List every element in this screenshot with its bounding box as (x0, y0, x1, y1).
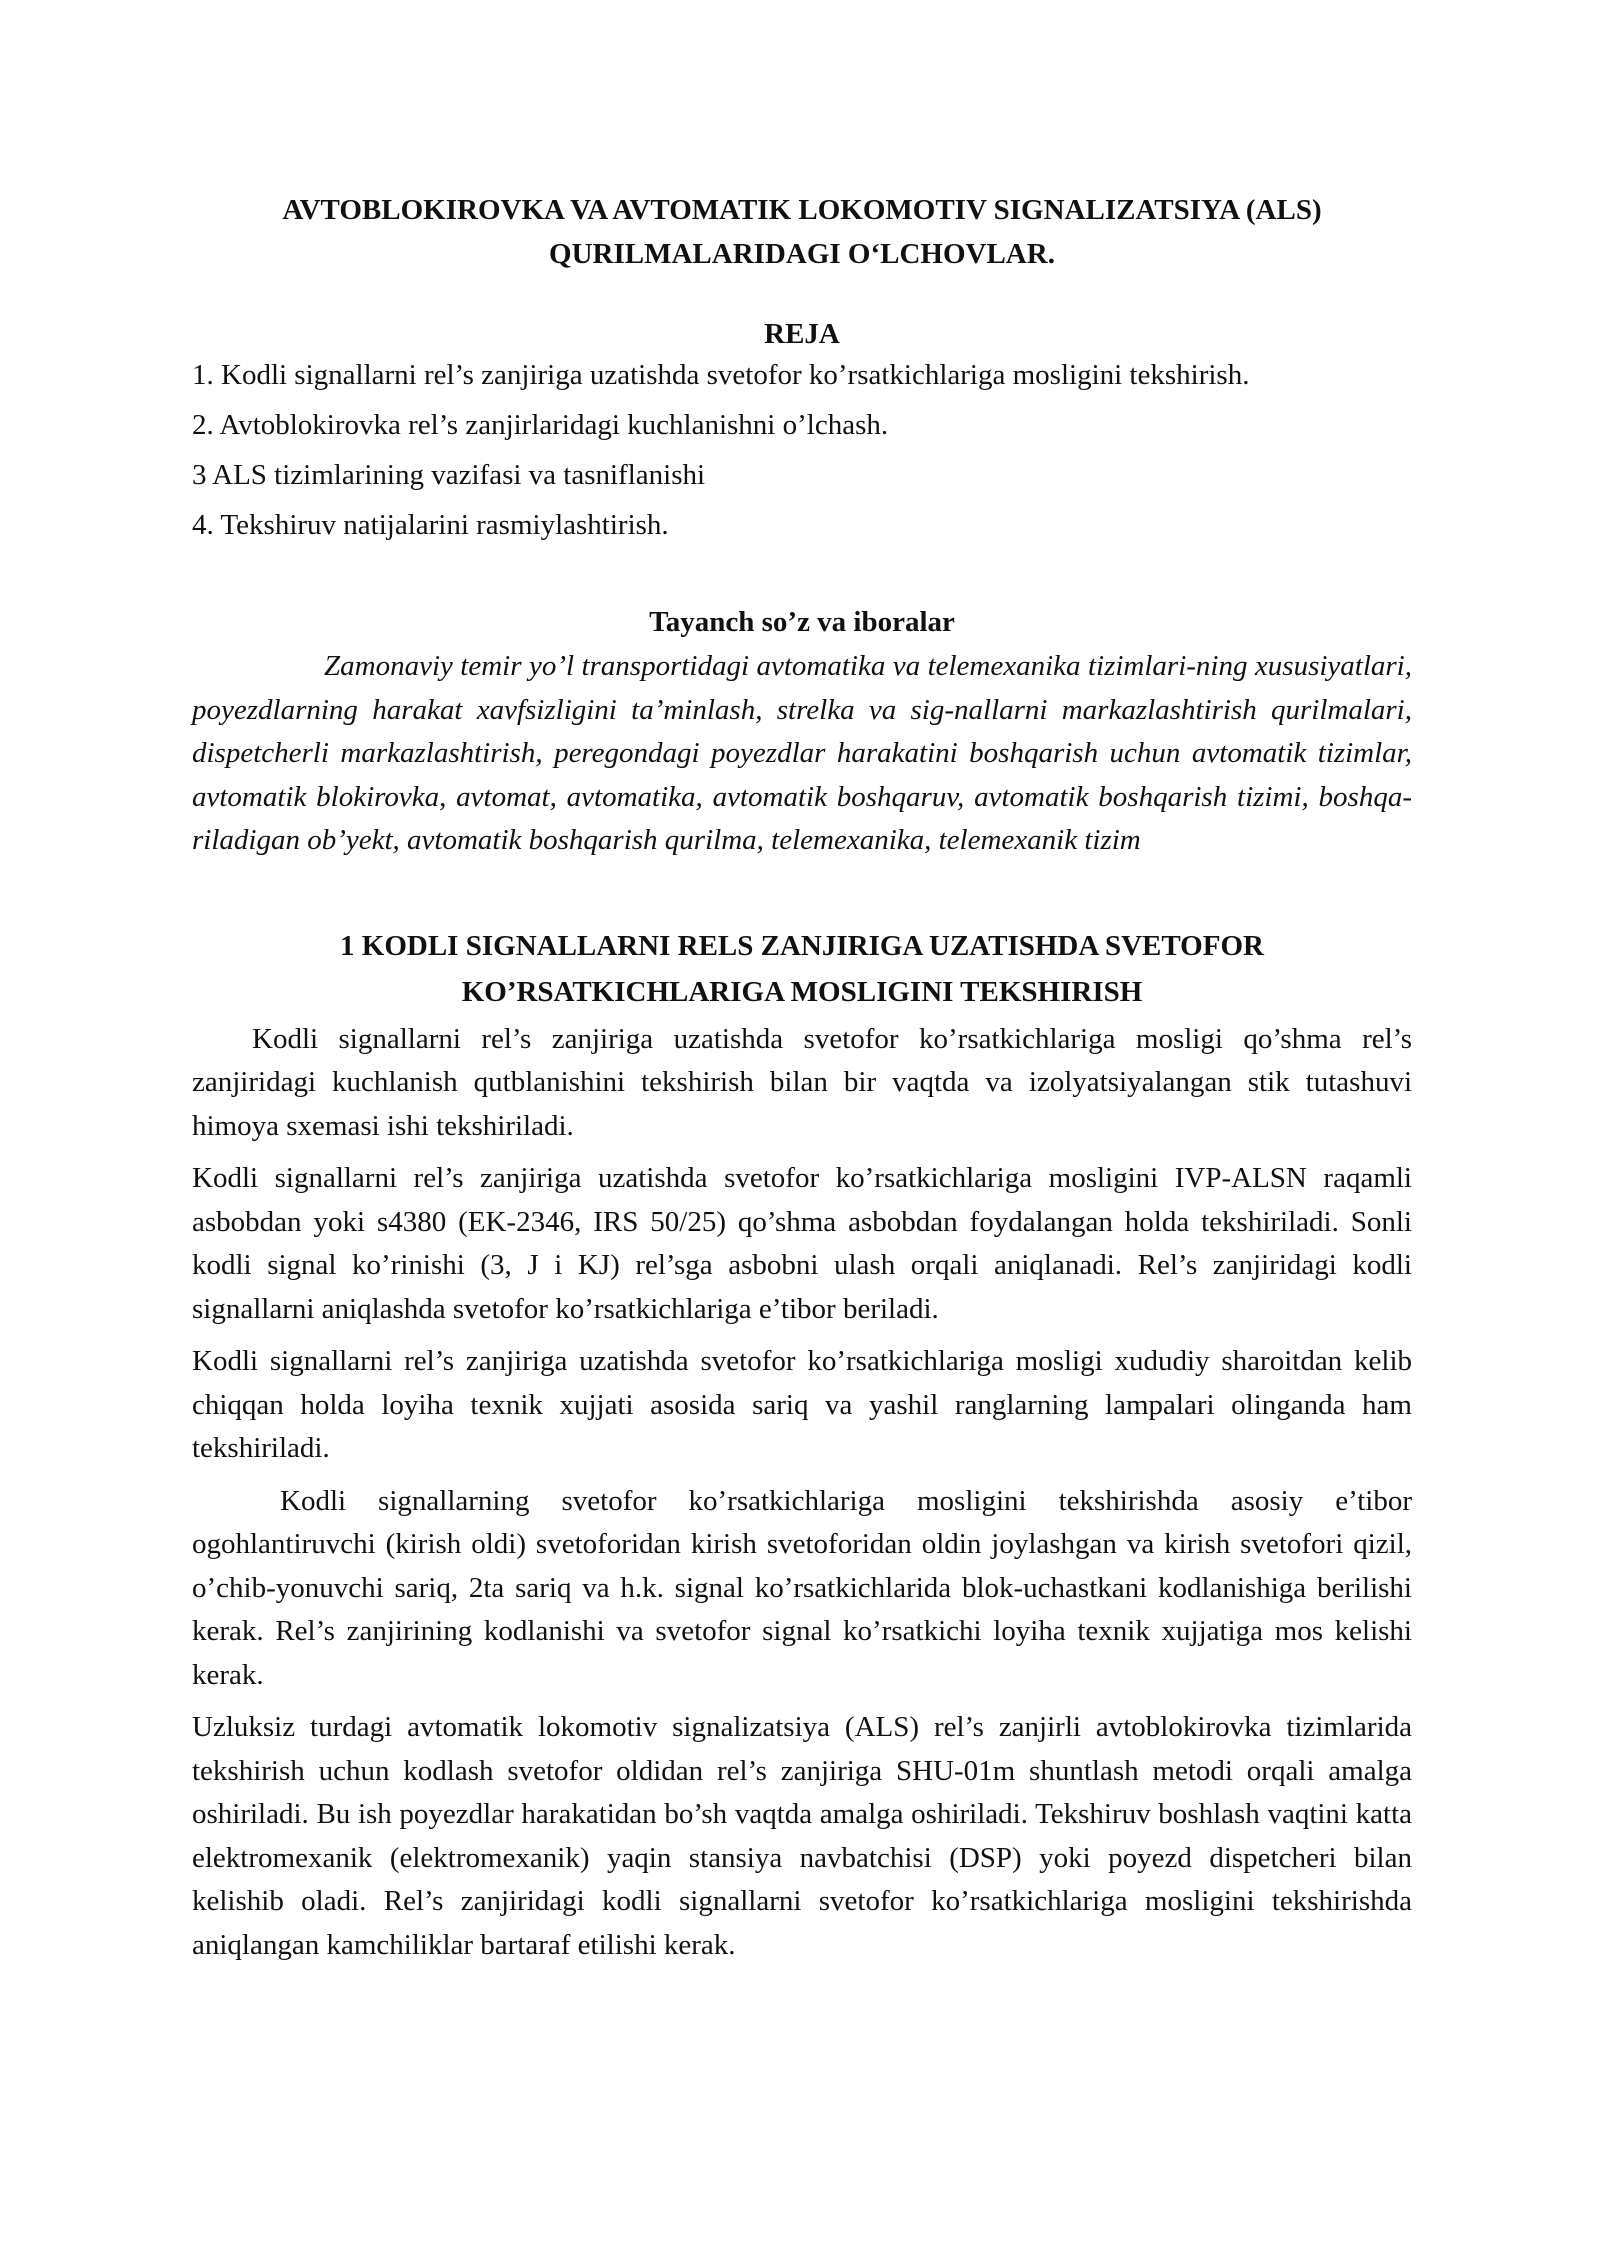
body-paragraph: Kodli signallarni rel’s zanjiriga uzatishda svetofor ko’rsatkichlariga mosligini IVP-ALSN raqamli asbobdan yoki s4380 (EK-2346, IRS 50/25) qo’shma asbobdan foydalangan holda tekshiriladi. Sonli kodli signal ko’rinishi (3, J i KJ) rel’sga asbobni ulash orqali aniqlanadi. Rel’s zanjiridagi kodli signallarni aniqlashda svetofor ko’rsatkichlariga e’tibor beriladi. (192, 1162, 1412, 1325)
keywords-paragraph: Zamonaviy temir yo’l transportidagi avtomatika va telemexanika tizimlari-ning xususiyatlari, poyezdlarning harakat xavfsizligini ta’minlash, strelka va sig-nallarni markazlashtirish qurilmalari, dispetcherli markazlashtirish, peregondagi poyezdlar harakatini boshqarish uchun avtomatik tizimlar, avtomatik blokirovka, avtomat, avtomatika, avtomatik boshqaruv, avtomatik boshqarish tizimi, boshqa-riladigan ob’yekt, avtomatik boshqarish qurilma, telemexanika, telemexanik tizim (192, 650, 1412, 856)
keywords-heading: Tayanch so’z va iboralar (649, 606, 955, 638)
document-title-line2: QURILMALARIDAGI O‘LCHOVLAR. (549, 238, 1055, 270)
plan-item: 1. Kodli signallarni rel’s zanjiriga uzatishda svetofor ko’rsatkichlariga mosligini tekshirish. (192, 359, 1250, 391)
document-title-line1: AVTOBLOKIROVKA VA AVTOMATIK LOKOMOTIV SIGNALIZATSIYA (ALS) (282, 194, 1322, 226)
body-paragraph: Kodli signallarning svetofor ko’rsatkichlariga mosligini tekshirishda asosiy e’tibor ogohlantiruvchi (kirish oldi) svetoforidan kirish svetoforidan oldin joylashgan va kirish svetofori qizil, o’chib-yonuvchi sariq, 2ta sariq va h.k. signal ko’rsatkichlarida blok-uchastkani kodlanishiga berilishi kerak. Rel’s zanjirining kodlanishi va svetofor signal ko’rsatkichi loyiha texnik xujjatiga mos kelishi kerak. (192, 1484, 1412, 1691)
plan-item: 3 ALS tizimlarining vazifasi va tasniflanishi (192, 459, 706, 491)
plan-list (192, 354, 1412, 547)
document-page (192, 188, 1412, 1976)
section-heading-line2: KO’RSATKICHLARIGA MOSLIGINI TEKSHIRISH (461, 975, 1143, 1008)
section-heading-line1: 1 KODLI SIGNALLARNI RELS ZANJIRIGA UZATISHDA SVETOFOR (340, 929, 1264, 962)
section-heading (192, 923, 1412, 1015)
plan-item: 4. Tekshiruv natijalarini rasmiylashtirish. (192, 509, 669, 541)
body-paragraph: Uzluksiz turdagi avtomatik lokomotiv signalizatsiya (ALS) rel’s zanjirli avtoblokirovka tizimlarida tekshirish uchun kodlash svetofor oldidan rel’s zanjiriga SHU-01m shuntlash metodi orqali amalga oshiriladi. Bu ish poyezdlar harakatidan bo’sh vaqtda amalga oshiriladi. Tekshiruv boshlash vaqtini katta elektromexanik (elektromexanik) yaqin stansiya navbatchisi (DSP) yoki poyezd dispetcheri bilan kelishib oladi. Rel’s zanjiridagi kodli signallarni svetofor ko’rsatkichlariga mosligini tekshirishda aniqlangan kamchiliklar bartaraf etilishi kerak. (192, 1711, 1412, 1961)
plan-heading: REJA (764, 318, 840, 350)
document-title (192, 188, 1412, 276)
body-paragraph: Kodli signallarni rel’s zanjiriga uzatishda svetofor ko’rsatkichlariga mosligi qo’shma rel’s zanjiridagi kuchlanish qutblanishini tekshirish bilan bir vaqtda va izolyatsiyalangan stik tutashuvi himoya sxemasi ishi tekshiriladi. (192, 1022, 1412, 1142)
plan-item: 2. Avtoblokirovka rel’s zanjirlaridagi kuchlanishni o’lchash. (192, 409, 889, 441)
body-paragraph: Kodli signallarni rel’s zanjiriga uzatishda svetofor ko’rsatkichlariga mosligi xududiy sharoitdan kelib chiqqan holda loyiha texnik xujjati asosida sariq va yashil ranglarning lampalari olinganda ham tekshiriladi. (192, 1345, 1412, 1464)
